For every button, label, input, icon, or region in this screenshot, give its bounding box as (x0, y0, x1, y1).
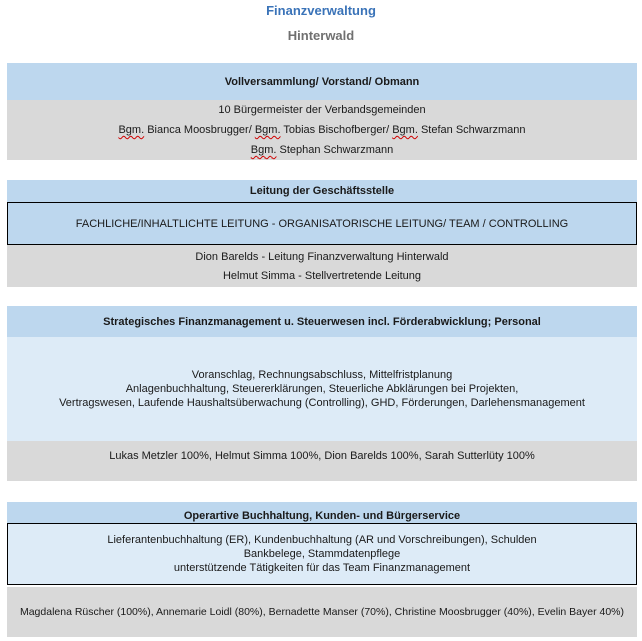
management-scope-box (7, 202, 637, 245)
person-lead: Dion Barelds - Leitung Finanzverwaltung Hinterwald (195, 250, 449, 263)
mayors-count: 10 Bürgermeister der Verbandsgemeinden (218, 104, 426, 116)
page-title: Finanzverwaltung (266, 3, 376, 18)
mayors-list-line: Bgm. Bianca Moosbrugger/ Bgm. Tobias Bischofberger/ Bgm. Stefan Schwarzmann (118, 124, 526, 136)
section-operative-heading (7, 502, 637, 523)
section-operative-people (7, 587, 637, 637)
management-scope-text: FACHLICHE/INHALTLICHTE LEITUNG - ORGANISATORISCHE LEITUNG/ TEAM / CONTROLLING (75, 217, 569, 230)
strategic-task-line: Vertragswesen, Laufende Haushaltsüberwachung (Controlling), GHD, Förderungen, Darlehensmanagement (59, 397, 585, 409)
section-operative-title: Operartive Buchhaltung, Kunden- und Bürgerservice (183, 509, 461, 522)
section-management-heading (7, 180, 637, 202)
section-strategic-heading (7, 306, 637, 337)
section-strategic-people (7, 441, 637, 481)
section-assembly-heading (7, 63, 637, 100)
mayor-line: Bgm. Stephan Schwarzmann (250, 144, 394, 156)
section-assembly-members (7, 100, 637, 160)
strategic-people-text: Lukas Metzler 100%, Helmut Simma 100%, Dion Barelds 100%, Sarah Sutterlüty 100% (109, 450, 535, 462)
section-operative-tasks (7, 523, 637, 585)
operative-task-line: Lieferantenbuchhaltung (ER), Kundenbuchhaltung (AR und Vorschreibungen), Schulden (107, 534, 537, 546)
operative-task-line: unterstützende Tätigkeiten für das Team Finanzmanagement (173, 562, 471, 574)
section-strategic-title: Strategisches Finanzmanagement u. Steuerwesen incl. Förderabwicklung; Personal (103, 315, 541, 328)
section-management-title: Leitung der Geschäftsstelle (249, 185, 395, 197)
section-assembly-title: Vollversammlung/ Vorstand/ Obmann (224, 75, 420, 88)
section-management-people (7, 245, 637, 287)
strategic-task-line: Voranschlag, Rechnungsabschluss, Mittelfristplanung (191, 369, 453, 381)
section-strategic-tasks (7, 337, 637, 441)
operative-people-text: Magdalena Rüscher (100%), Annemarie Loidl (80%), Bernadette Manser (70%), Christine Moosbrugger (40%), Evelin Bayer 40%) (19, 606, 625, 618)
operative-task-line: Bankbelege, Stammdatenpflege (243, 548, 401, 560)
page-subtitle: Hinterwald (287, 28, 355, 43)
strategic-task-line: Anlagenbuchhaltung, Steuererklärungen, Steuerliche Abklärungen bei Projekten, (125, 383, 519, 395)
person-deputy: Helmut Simma - Stellvertretende Leitung (222, 269, 422, 282)
